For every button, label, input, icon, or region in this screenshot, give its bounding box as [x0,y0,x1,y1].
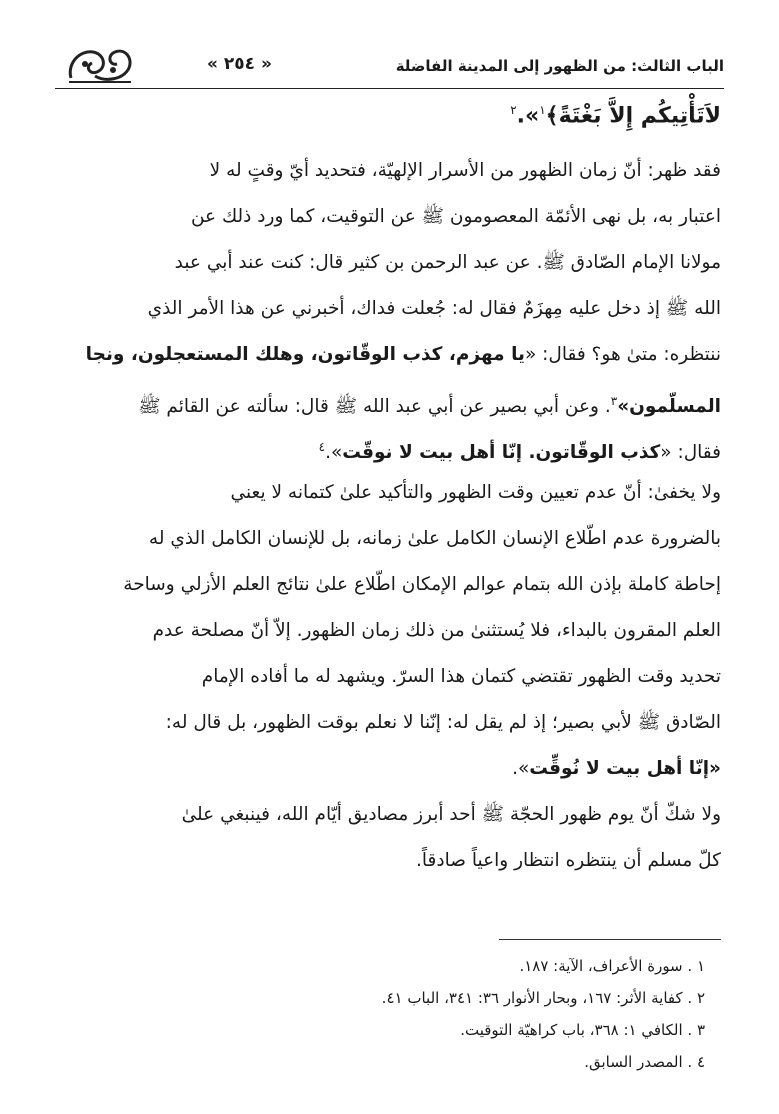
footnote-divider [499,939,721,940]
text-line: ولا يخفىٰ: أنّ عدم تعيين وقت الظهور والتأكيد علىٰ كتمانه لا يعني [230,482,721,503]
text-line: فقد ظهر: أنّ زمان الظهور من الأسرار الإلهيّة، فتحديد أيّ وقتٍ له لا [209,160,721,181]
text-line: مولانا الإمام الصّادق ﷺ. عن عبد الرحمن بن كثير قال: كنت عند أبي عبد [174,252,721,273]
text-segment: ». [325,442,343,464]
header-rule [55,88,724,89]
footnote: ٣ . الكافي ١: ٣٦٨، باب كراهيّة التوقيت. [460,1021,705,1039]
text-line [58,746,721,792]
hadith-quote: يا مهزم، كذب الوقّاتون، وهلك المستعجلون، ونجا [85,344,525,365]
text-line: ولا شكّ أنّ يوم ظهور الحجّة ﷺ أحد أبرز مصاديق أيّام الله، فينبغي علىٰ [181,804,721,825]
running-title: الباب الثالث: من الظهور إلى المدينة الفاضلة [395,57,724,75]
footnote-ref: ١ [539,103,546,117]
footnote: ٤ . المصدر السابق. [584,1053,705,1071]
footnote: ٢ . كفاية الأثر: ١٦٧، وبحار الأنوار ٣٦: ٣٤١، الباب ٤١. [381,989,705,1007]
text-segment: فقال: « [660,442,721,464]
footnote-ref: ٤ [318,440,326,454]
text-line: كلّ مسلم أن ينتظره انتظار واعياً صادقاً. [416,850,721,871]
hadith-quote: «إنّا أهل بيت لا نُوقِّت [529,758,721,779]
footnote: ١ . سورة الأعراف، الآية: ١٨٧. [519,957,705,975]
text-line: بالضرورة عدم اطّلاع الإنسان الكامل علىٰ زمانه، بل للإنسان الكامل الذي له [148,528,721,549]
text-segment: ننتظره: متىٰ هو؟ فقال: « [524,344,721,365]
footnote-ref: ٣ [610,394,618,408]
text-line [58,332,721,378]
text-segment: . وعن أبي بصير عن أبي عبد الله ﷺ قال: سألته عن القائم ﷺ [138,396,611,418]
quran-verse [510,103,721,128]
text-line: اعتبار به، بل نهى الأئمّة المعصومون ﷺ عن التوقيت، كما ورد ذلك عن [190,206,721,227]
footnote-ref: ٢ [510,103,517,117]
text-line: العلم المقرون بالبداء، فلا يُستثنىٰ من ذلك زمان الظهور. إلاّ أنّ مصلحة عدم [152,620,721,641]
hadith-quote: كذب الوقّاتون. إنّا أهل بيت لا نوقّت [342,442,661,464]
ornament-icon [65,42,135,86]
paragraph-2 [58,470,721,792]
text-line [58,378,721,424]
verse-text: لاَتَأْتِيكُم إِلاَّ بَغْتَةً﴾ [545,103,721,129]
text-line: الصّادق ﷺ لأبي بصير؛ إذ لم يقل له: إنّنا لا نعلم بوقت الظهور، بل قال له: [165,712,721,733]
text-line: تحديد وقت الظهور تقتضي كتمان هذا السرّ. ويشهد له ما أفاده الإمام [201,666,721,687]
page-header [55,38,724,94]
verse-closing: ». [516,103,540,129]
text-line: إحاطة كاملة بإذن الله بتمام عوالم الإمكان اطّلاع علىٰ نتائج العلم الأزلي وساحة [123,574,721,595]
paragraph-1 [58,148,721,470]
page-number: « ٢٥٤ » [207,54,272,74]
paragraph-3 [58,792,721,884]
text-line [58,424,721,470]
footnotes [58,950,705,1078]
text-segment: ». [512,758,530,779]
text-line: الله ﷺ إذ دخل عليه مِهزَمٌ فقال له: جُعلت فداك، أخبرني عن هذا الأمر الذي [147,298,721,319]
hadith-quote: المسلّمون» [617,396,721,418]
